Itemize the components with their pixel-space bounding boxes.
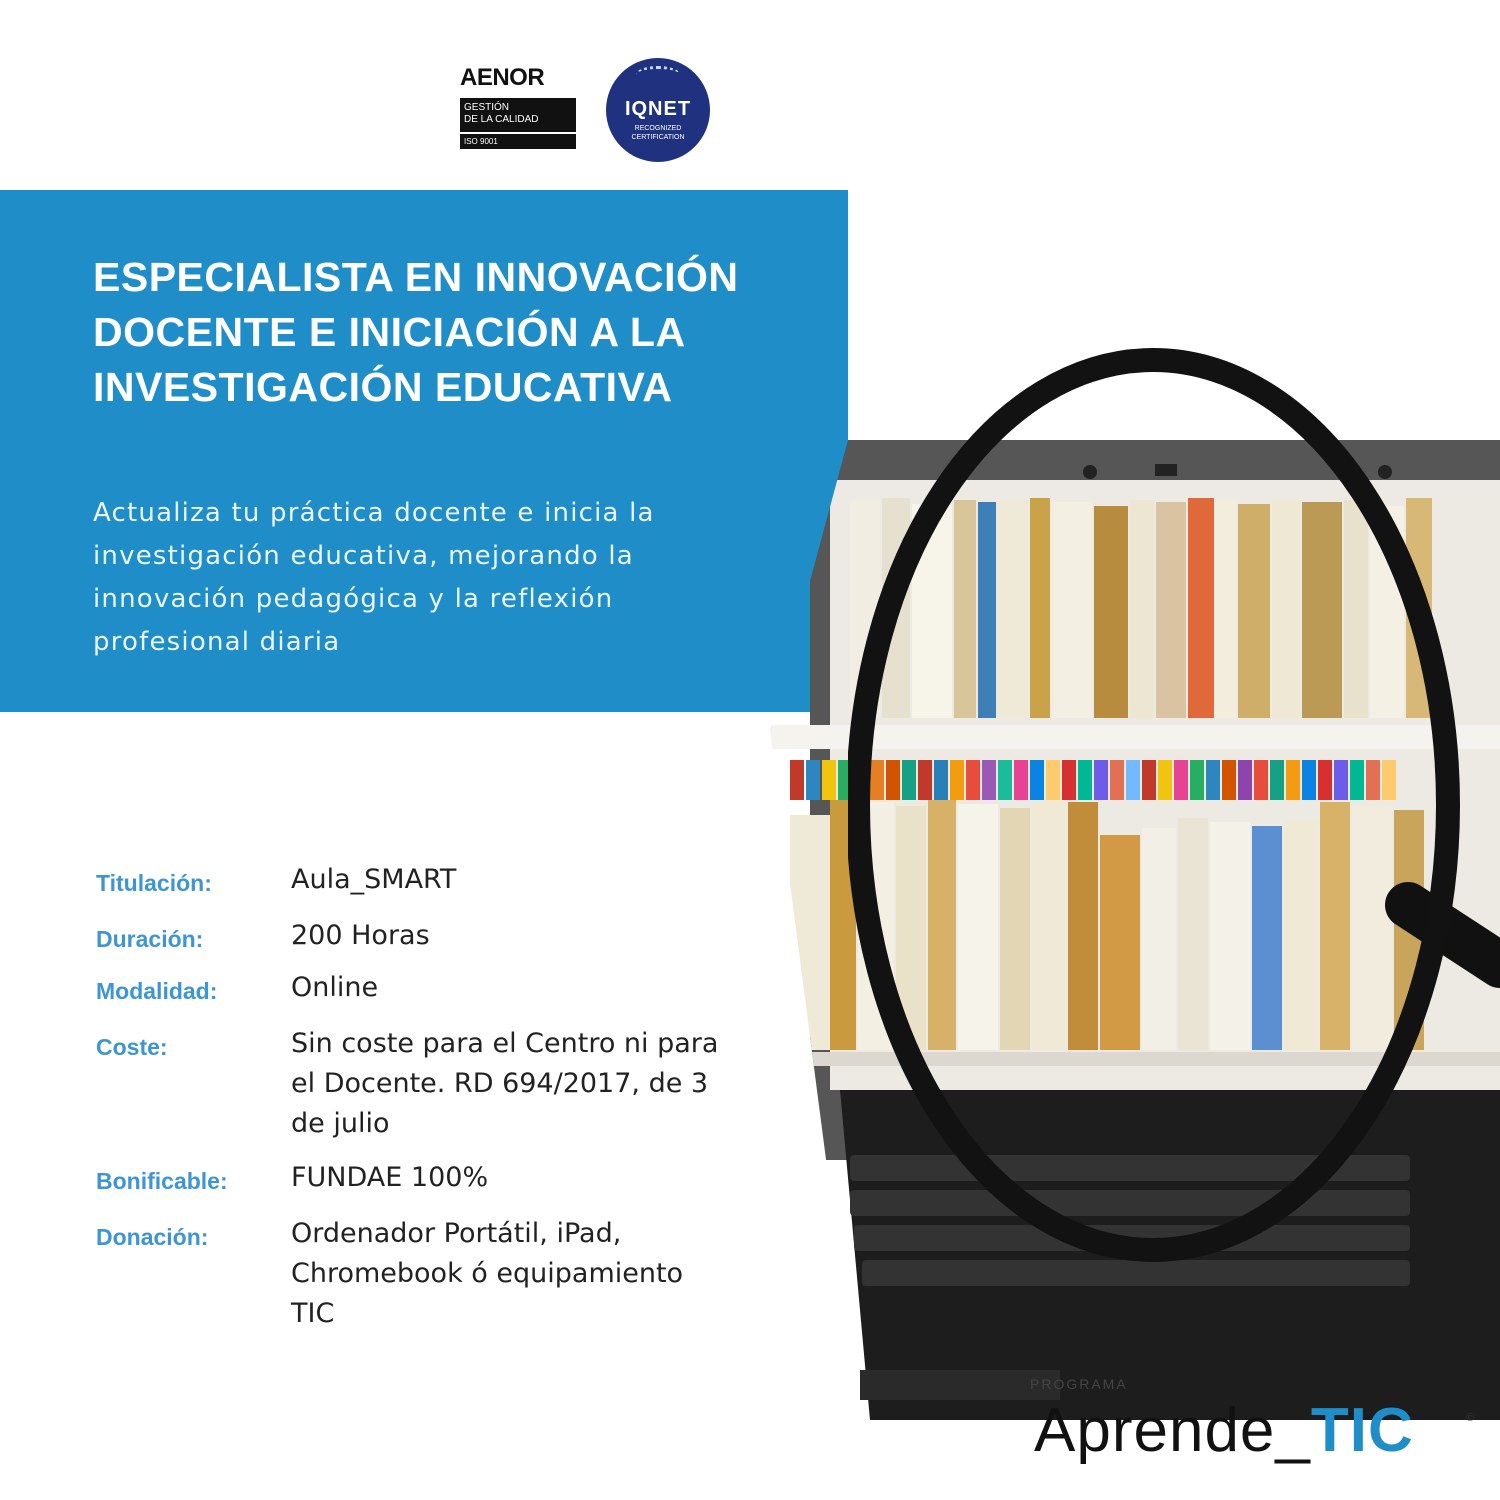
copyright-mark: © <box>1466 1412 1475 1424</box>
iqnet-wordmark: IQNET <box>624 98 692 120</box>
info-value: Ordenador Portátil, iPad, Chromebook ó equipamiento TIC <box>291 1218 684 1329</box>
info-label: Duración: <box>96 926 204 952</box>
brand-logo <box>1034 1396 1414 1466</box>
iqnet-dots-icon <box>636 66 680 83</box>
iqnet-subtitle <box>606 124 710 142</box>
aenor-line2: DE LA CALIDAD <box>464 114 539 125</box>
brand-prefix: PROGRAMA <box>1030 1376 1128 1392</box>
aenor-wordmark: AENOR <box>460 64 545 91</box>
info-label: Coste: <box>96 1034 168 1060</box>
iqnet-line1: RECOGNIZED <box>634 125 682 132</box>
info-value: Aula_SMART <box>291 864 457 895</box>
course-subtitle: Actualiza tu práctica docente e inicia la investigación educativa, mejorando la innovación pedagógica y la reflexión profesional diaria <box>93 498 655 657</box>
info-value: Sin coste para el Centro ni para el Docente. RD 694/2017, de 3 de julio <box>291 1028 719 1139</box>
info-label: Donación: <box>96 1224 209 1250</box>
brand-part2: TIC <box>1310 1396 1414 1465</box>
aenor-iso: ISO 9001 <box>460 134 576 149</box>
aenor-logo <box>460 66 576 149</box>
info-label: Bonificable: <box>96 1168 228 1194</box>
info-value: 200 Horas <box>291 920 430 951</box>
info-label: Modalidad: <box>96 978 218 1004</box>
info-label: Titulación: <box>96 870 212 896</box>
brand-part1: Aprende_ <box>1034 1396 1311 1465</box>
iqnet-line2: CERTIFICATION <box>631 134 685 141</box>
magnifying-glass-icon <box>848 345 1500 1285</box>
aenor-box <box>460 98 576 132</box>
course-title: ESPECIALISTA EN INNOVACIÓN DOCENTE E INICIACIÓN A LA INVESTIGACIÓN EDUCATIVA <box>93 254 739 410</box>
info-value: FUNDAE 100% <box>291 1162 489 1193</box>
aenor-line1: GESTIÓN <box>464 102 510 113</box>
iqnet-logo <box>606 58 710 162</box>
info-value: Online <box>291 972 379 1003</box>
